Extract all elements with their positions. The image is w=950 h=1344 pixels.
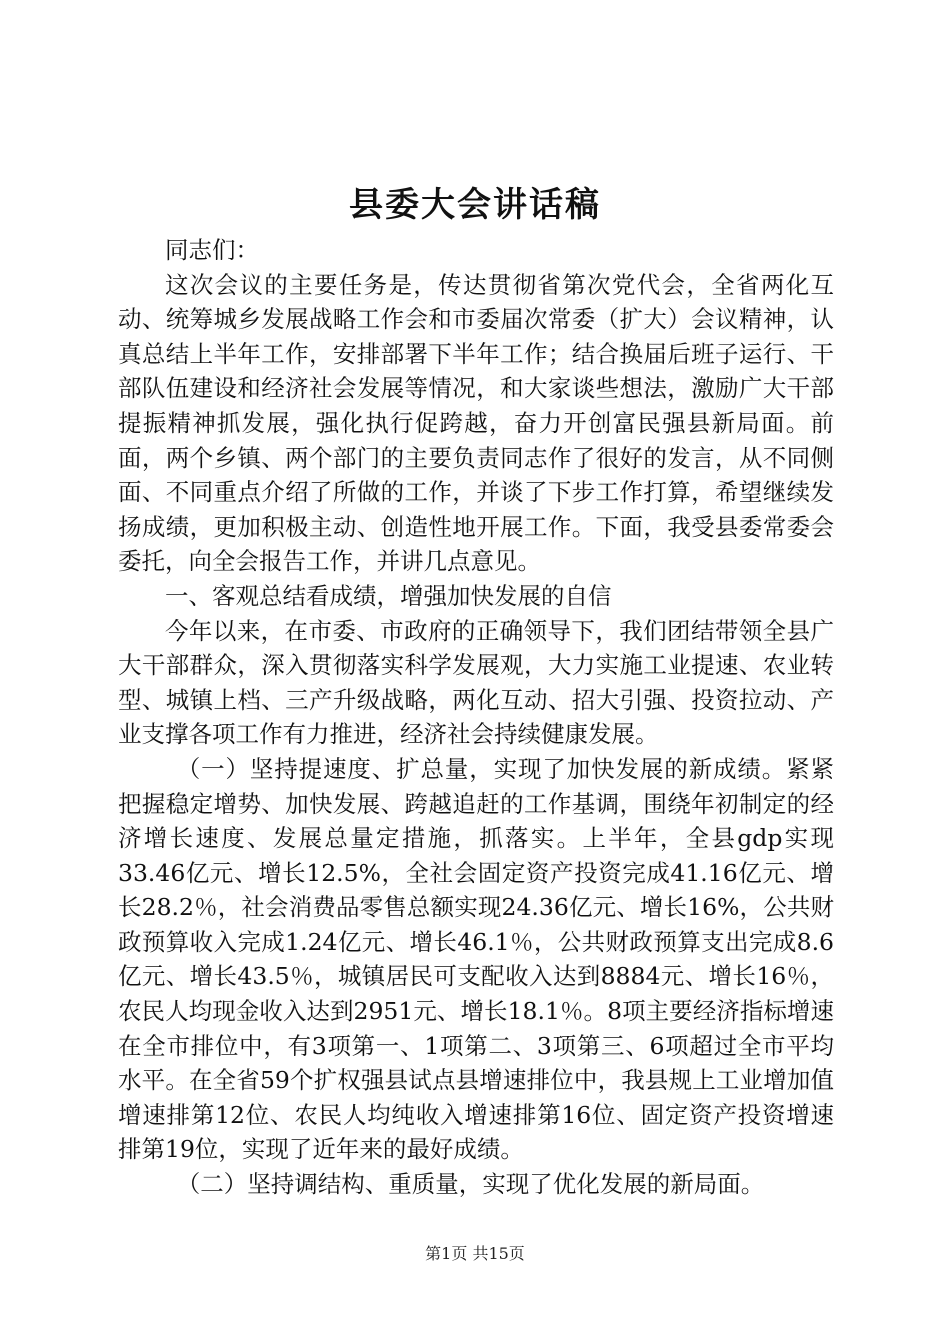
subsection-1: （一）坚持提速度、扩总量，实现了加快发展的新成绩。紧紧把握稳定增势、加快发展、跨越追赶的工作基调，围绕年初制定的经济增长速度、发展总量定措施，抓落实。上半年，全县gdp实现33.46亿元、增长12.5%，全社会固定资产投资完成41.16亿元、增长28.2％，社会消费品零售总额实现24.36亿元、增长16%，公共财政预算收入完成1.24亿元、增长46.1％，公共财政预算支出完成8.6亿元、增长43.5％，城镇居民可支配收入达到8884元、增长16％，农民人均现金收入达到2951元、增长18.1％。8项主要经济指标增速在全市排位中，有3项第一、1项第二、3项第三、6项超过全市平均水平。在全省59个扩权强县试点县增速排位中，我县规上工业增加值增速排第12位、农民人均纯收入增速排第16位、固定资产投资增速排第19位，实现了近年来的最好成绩。 [118, 754, 834, 1164]
section-heading-1: 一、客观总结看成绩，增强加快发展的自信 [165, 581, 612, 610]
salutation: 同志们： [165, 236, 259, 264]
page-number-footer: 第1页 共15页 [425, 1244, 525, 1263]
subsection-2: （二）坚持调结构、重质量，实现了优化发展的新局面。 [176, 1170, 765, 1199]
paragraph-summary: 今年以来，在市委、市政府的正确领导下，我们团结带领全县广大干部群众，深入贯彻落实科学发展观，大力实施工业提速、农业转型、城镇上档、三产升级战略，两化互动、招大引强、投资拉动、产业支撑各项工作有力推进，经济社会持续健康发展。 [118, 616, 834, 749]
document-title: 县委大会讲话稿 [349, 185, 601, 225]
paragraph-intro: 这次会议的主要任务是，传达贯彻省第次党代会，全省两化互动、统筹城乡发展战略工作会和市委届次常委（扩大）会议精神，认真总结上半年工作，安排部署下半年工作；结合换届后班子运行、干部队伍建设和经济社会发展等情况，和大家谈些想法，激励广大干部提振精神抓发展，强化执行促跨越，奋力开创富民强县新局面。前面，两个乡镇、两个部门的主要负责同志作了很好的发言，从不同侧面、不同重点介绍了所做的工作，并谈了下步工作打算，希望继续发扬成绩，更加积极主动、创造性地开展工作。下面，我受县委常委会委托，向全会报告工作，并讲几点意见。 [118, 270, 834, 576]
document-body [118, 233, 834, 1202]
